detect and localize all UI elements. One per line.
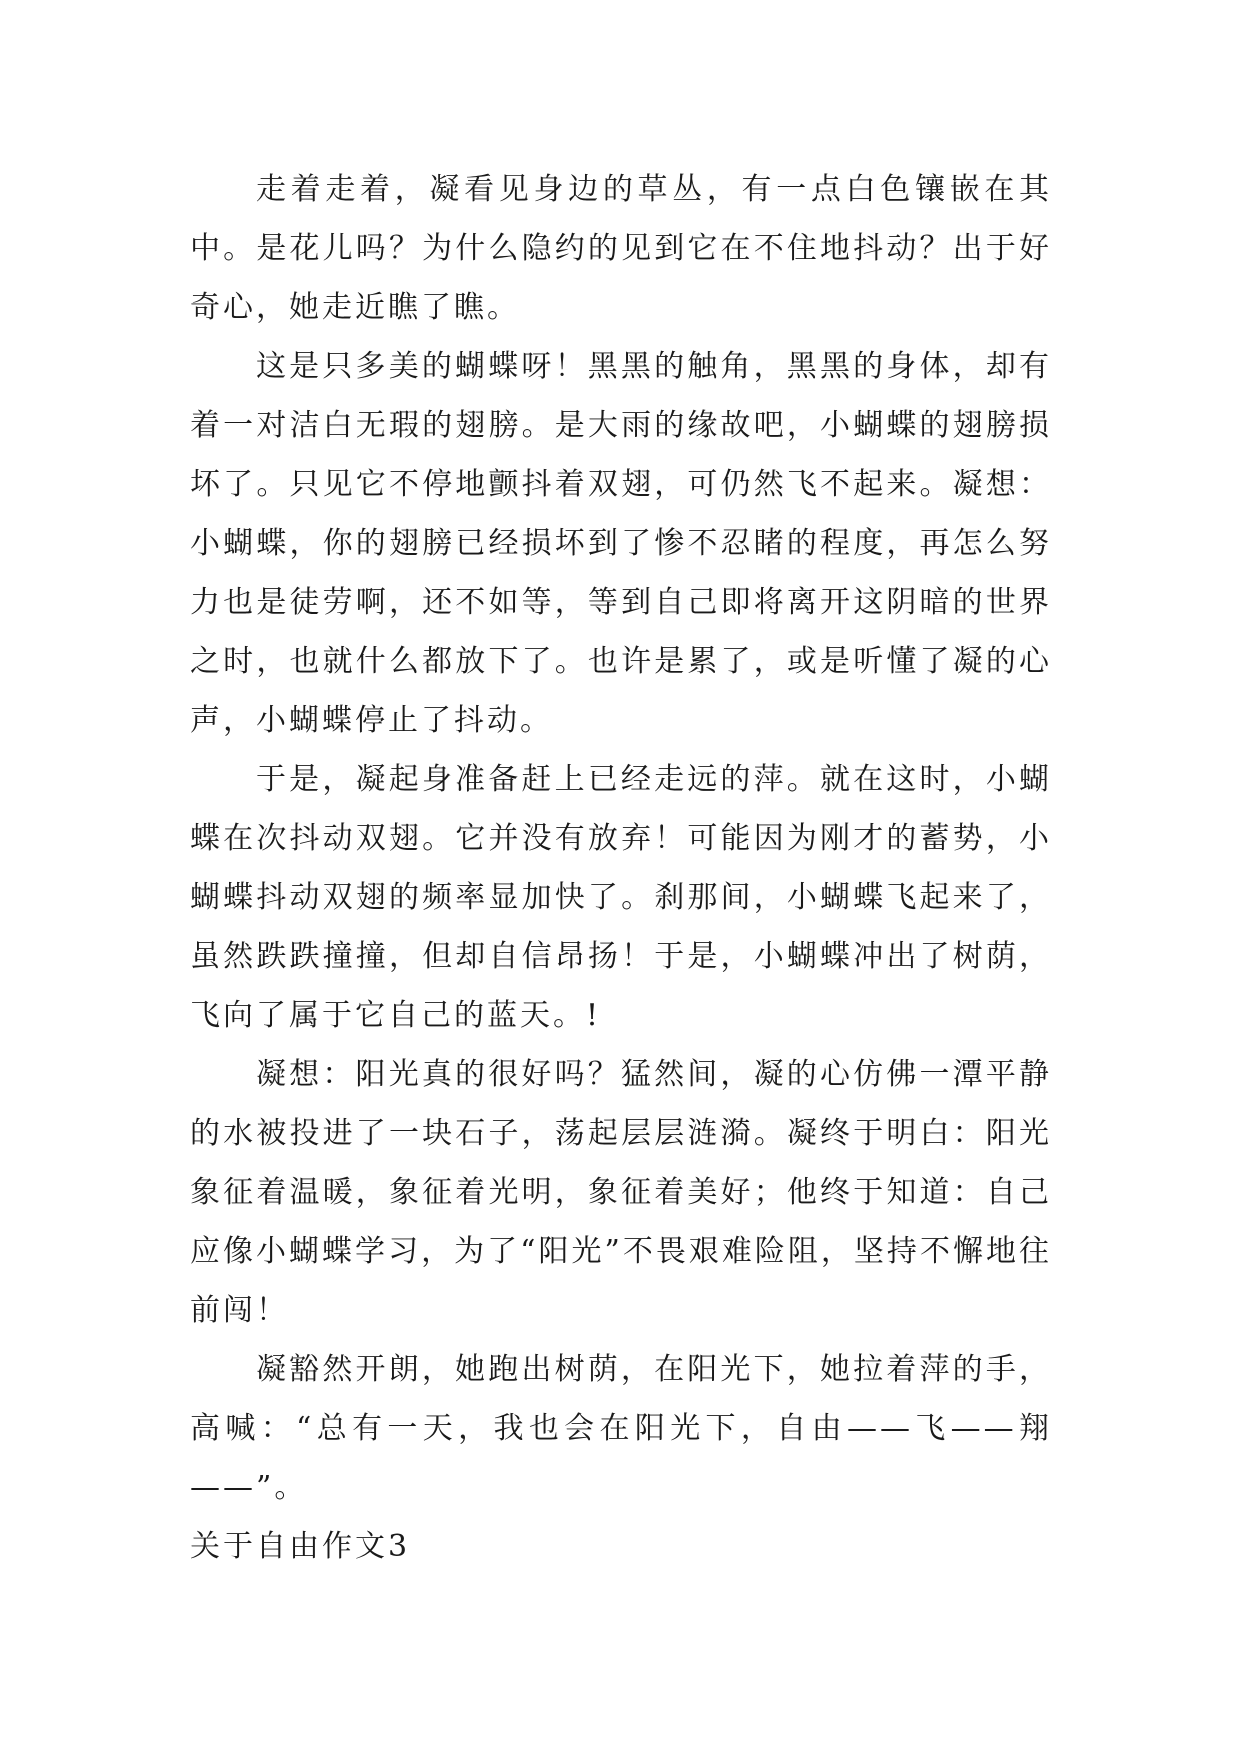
paragraph-1: 走着走着，凝看见身边的草丛，有一点白色镶嵌在其中。是花儿吗？为什么隐约的见到它在不住地抖动？出于好奇心，她走近瞧了瞧。	[190, 172, 1052, 325]
document-body	[190, 160, 1052, 1576]
section-heading: 关于自由作文3	[190, 1529, 411, 1564]
paragraph-2: 这是只多美的蝴蝶呀！黑黑的触角，黑黑的身体，却有着一对洁白无瑕的翅膀。是大雨的缘故吧，小蝴蝶的翅膀损坏了。只见它不停地颤抖着双翅，可仍然飞不起来。凝想：小蝴蝶，你的翅膀已经损坏到了惨不忍睹的程度，再怎么努力也是徒劳啊，还不如等，等到自己即将离开这阴暗的世界之时，也就什么都放下了。也许是累了，或是听懂了凝的心声，小蝴蝶停止了抖动。	[190, 349, 1052, 738]
paragraph-3: 于是，凝起身准备赶上已经走远的萍。就在这时，小蝴蝶在次抖动双翅。它并没有放弃！可能因为刚才的蓄势，小蝴蝶抖动双翅的频率显加快了。刹那间，小蝴蝶飞起来了，虽然跌跌撞撞，但却自信昂扬！于是，小蝴蝶冲出了树荫，飞向了属于它自己的蓝天。!	[190, 762, 1052, 1033]
paragraph-5: 凝豁然开朗，她跑出树荫，在阳光下，她拉着萍的手，高喊：“总有一天，我也会在阳光下，自由——飞——翔——”。	[190, 1352, 1052, 1505]
paragraph-4: 凝想：阳光真的很好吗？猛然间，凝的心仿佛一潭平静的水被投进了一块石子，荡起层层涟漪。凝终于明白：阳光象征着温暖，象征着光明，象征着美好；他终于知道：自己应像小蝴蝶学习，为了“阳光”不畏艰难险阻，坚持不懈地往前闯！	[190, 1057, 1052, 1328]
